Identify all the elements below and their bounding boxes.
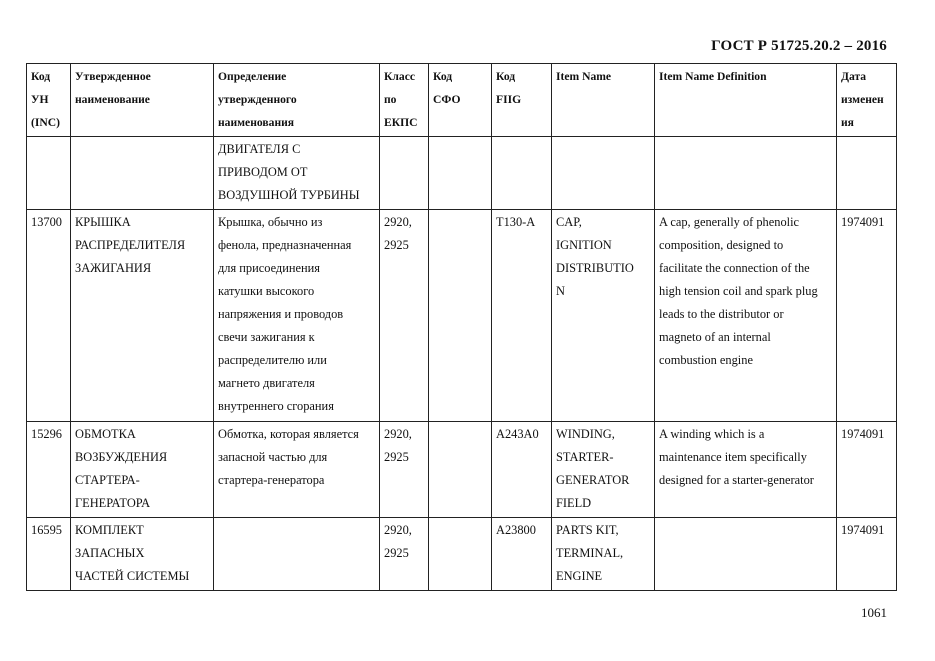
header-line: Код: [31, 70, 51, 83]
cell-line: maintenance item specifically: [659, 450, 807, 464]
cell-inc: [27, 518, 71, 591]
cell-definition: [214, 518, 380, 591]
header-approved-name: [71, 64, 214, 137]
cell-item-definition: [655, 422, 837, 518]
cell-class: [380, 422, 429, 518]
cell-line: ВОЗДУШНОЙ ТУРБИНЫ: [218, 188, 360, 202]
cell-line: ЧАСТЕЙ СИСТЕМЫ: [75, 569, 190, 583]
cell-line: ЗАЖИГАНИЯ: [75, 261, 152, 275]
cell-line: STARTER-: [556, 450, 614, 464]
page-number: 1061: [861, 605, 887, 620]
cell-line: 15296: [31, 427, 62, 441]
header-line: FIIG: [496, 93, 522, 106]
cell-line: 2920,: [384, 215, 412, 229]
cell-line: КОМПЛЕКТ: [75, 523, 144, 537]
cell-line: ЗАПАСНЫХ: [75, 546, 145, 560]
cell-line: Крышка, обычно из: [218, 215, 323, 229]
cell-line: A23800: [496, 523, 536, 537]
header-line: Определение: [218, 70, 287, 83]
table-row: [27, 210, 897, 422]
cell-fiig: [492, 210, 552, 422]
header-line: ия: [841, 116, 854, 129]
header-line: изменен: [841, 93, 884, 106]
cell-line: designed for a starter-generator: [659, 473, 814, 487]
cell-line: запасной частью для: [218, 450, 328, 464]
cell-line: 16595: [31, 523, 62, 537]
cell-definition: [214, 137, 380, 210]
cell-line: КРЫШКА: [75, 215, 131, 229]
cell-line: фенола, предназначенная: [218, 238, 352, 252]
table-body: [27, 137, 897, 591]
cell-inc: [27, 422, 71, 518]
header-change-date: [837, 64, 897, 137]
cell-item-definition: [655, 137, 837, 210]
cell-item-name: [552, 422, 655, 518]
table-header: [27, 64, 897, 137]
header-sfo: [429, 64, 492, 137]
document-standard-number: ГОСТ Р 51725.20.2 – 2016: [711, 38, 887, 54]
cell-line: 1974091: [841, 427, 885, 441]
cell-line: combustion engine: [659, 353, 753, 367]
header-line: Item Name: [556, 70, 612, 83]
cell-class: [380, 518, 429, 591]
cell-line: распределителю или: [218, 353, 327, 367]
cell-line: WINDING,: [556, 427, 615, 441]
header-item-name-definition: [655, 64, 837, 137]
cell-line: 1974091: [841, 523, 885, 537]
cell-line: 1974091: [841, 215, 885, 229]
cell-line: A243A0: [496, 427, 539, 441]
cell-line: внутреннего сгорания: [218, 399, 334, 413]
header-line: УН: [31, 93, 49, 106]
header-row: [27, 64, 897, 137]
header-line: по: [384, 93, 397, 106]
header-line: наименование: [75, 93, 150, 106]
cell-line: магнето двигателя: [218, 376, 315, 390]
cell-line: 2920,: [384, 523, 412, 537]
cell-line: стартера-генератора: [218, 473, 325, 487]
items-table: [26, 63, 897, 591]
header-line: утвержденного: [218, 93, 297, 106]
cell-line: facilitate the connection of the: [659, 261, 810, 275]
cell-fiig: [492, 422, 552, 518]
cell-line: DISTRIBUTIO: [556, 261, 634, 275]
cell-line: GENERATOR: [556, 473, 630, 487]
header-line: Класс: [384, 70, 415, 83]
cell-fiig: [492, 137, 552, 210]
cell-line: T130-A: [496, 215, 536, 229]
header-item-name: [552, 64, 655, 137]
cell-class: [380, 210, 429, 422]
cell-name: [71, 422, 214, 518]
header-definition: [214, 64, 380, 137]
cell-line: N: [556, 284, 565, 298]
cell-line: PARTS KIT,: [556, 523, 619, 537]
cell-inc: [27, 210, 71, 422]
cell-item-definition: [655, 518, 837, 591]
cell-date: [837, 137, 897, 210]
cell-line: A cap, generally of phenolic: [659, 215, 800, 229]
cell-line: TERMINAL,: [556, 546, 624, 560]
cell-item-definition: [655, 210, 837, 422]
cell-line: magneto of an internal: [659, 330, 771, 344]
cell-name: [71, 518, 214, 591]
cell-line: ОБМОТКА: [75, 427, 136, 441]
cell-line: 2925: [384, 546, 409, 560]
header-line: (INC): [31, 116, 60, 129]
header-inc: [27, 64, 71, 137]
cell-date: [837, 518, 897, 591]
cell-sfo: [429, 137, 492, 210]
cell-definition: [214, 422, 380, 518]
cell-line: ENGINE: [556, 569, 603, 583]
cell-class: [380, 137, 429, 210]
cell-name: [71, 210, 214, 422]
cell-line: для присоединения: [218, 261, 320, 275]
cell-line: high tension coil and spark plug: [659, 284, 818, 298]
cell-definition: [214, 210, 380, 422]
cell-line: ДВИГАТЕЛЯ С: [218, 142, 301, 156]
header-line: Item Name Definition: [659, 70, 767, 83]
cell-line: 2920,: [384, 427, 412, 441]
cell-line: катушки высокого: [218, 284, 315, 298]
cell-line: Обмотка, которая является: [218, 427, 359, 441]
cell-sfo: [429, 518, 492, 591]
cell-line: напряжения и проводов: [218, 307, 344, 321]
cell-line: СТАРТЕРА-: [75, 473, 140, 487]
header-fiig: [492, 64, 552, 137]
cell-line: РАСПРЕДЕЛИТЕЛЯ: [75, 238, 186, 252]
cell-line: ГЕНЕРАТОРА: [75, 496, 151, 510]
cell-line: 13700: [31, 215, 62, 229]
cell-line: FIELD: [556, 496, 592, 510]
header-line: наименования: [218, 116, 295, 129]
cell-date: [837, 422, 897, 518]
cell-line: composition, designed to: [659, 238, 784, 252]
cell-item-name: [552, 210, 655, 422]
table-row: [27, 422, 897, 518]
cell-inc: [27, 137, 71, 210]
header-line: Код: [433, 70, 453, 83]
header-line: Код: [496, 70, 516, 83]
header-line: СФО: [433, 93, 461, 106]
header-line: ЕКПС: [384, 116, 418, 129]
table-row: [27, 137, 897, 210]
cell-date: [837, 210, 897, 422]
cell-line: IGNITION: [556, 238, 612, 252]
cell-line: 2925: [384, 238, 409, 252]
cell-line: CAP,: [556, 215, 582, 229]
cell-item-name: [552, 137, 655, 210]
cell-name: [71, 137, 214, 210]
cell-line: ВОЗБУЖДЕНИЯ: [75, 450, 168, 464]
cell-line: ПРИВОДОМ ОТ: [218, 165, 308, 179]
header-class: [380, 64, 429, 137]
cell-fiig: [492, 518, 552, 591]
cell-line: A winding which is a: [659, 427, 765, 441]
cell-item-name: [552, 518, 655, 591]
cell-sfo: [429, 422, 492, 518]
cell-sfo: [429, 210, 492, 422]
table-row: [27, 518, 897, 591]
cell-line: свечи зажигания к: [218, 330, 315, 344]
cell-line: 2925: [384, 450, 409, 464]
header-line: Утвержденное: [75, 70, 151, 83]
cell-line: leads to the distributor or: [659, 307, 784, 321]
header-line: Дата: [841, 70, 867, 83]
